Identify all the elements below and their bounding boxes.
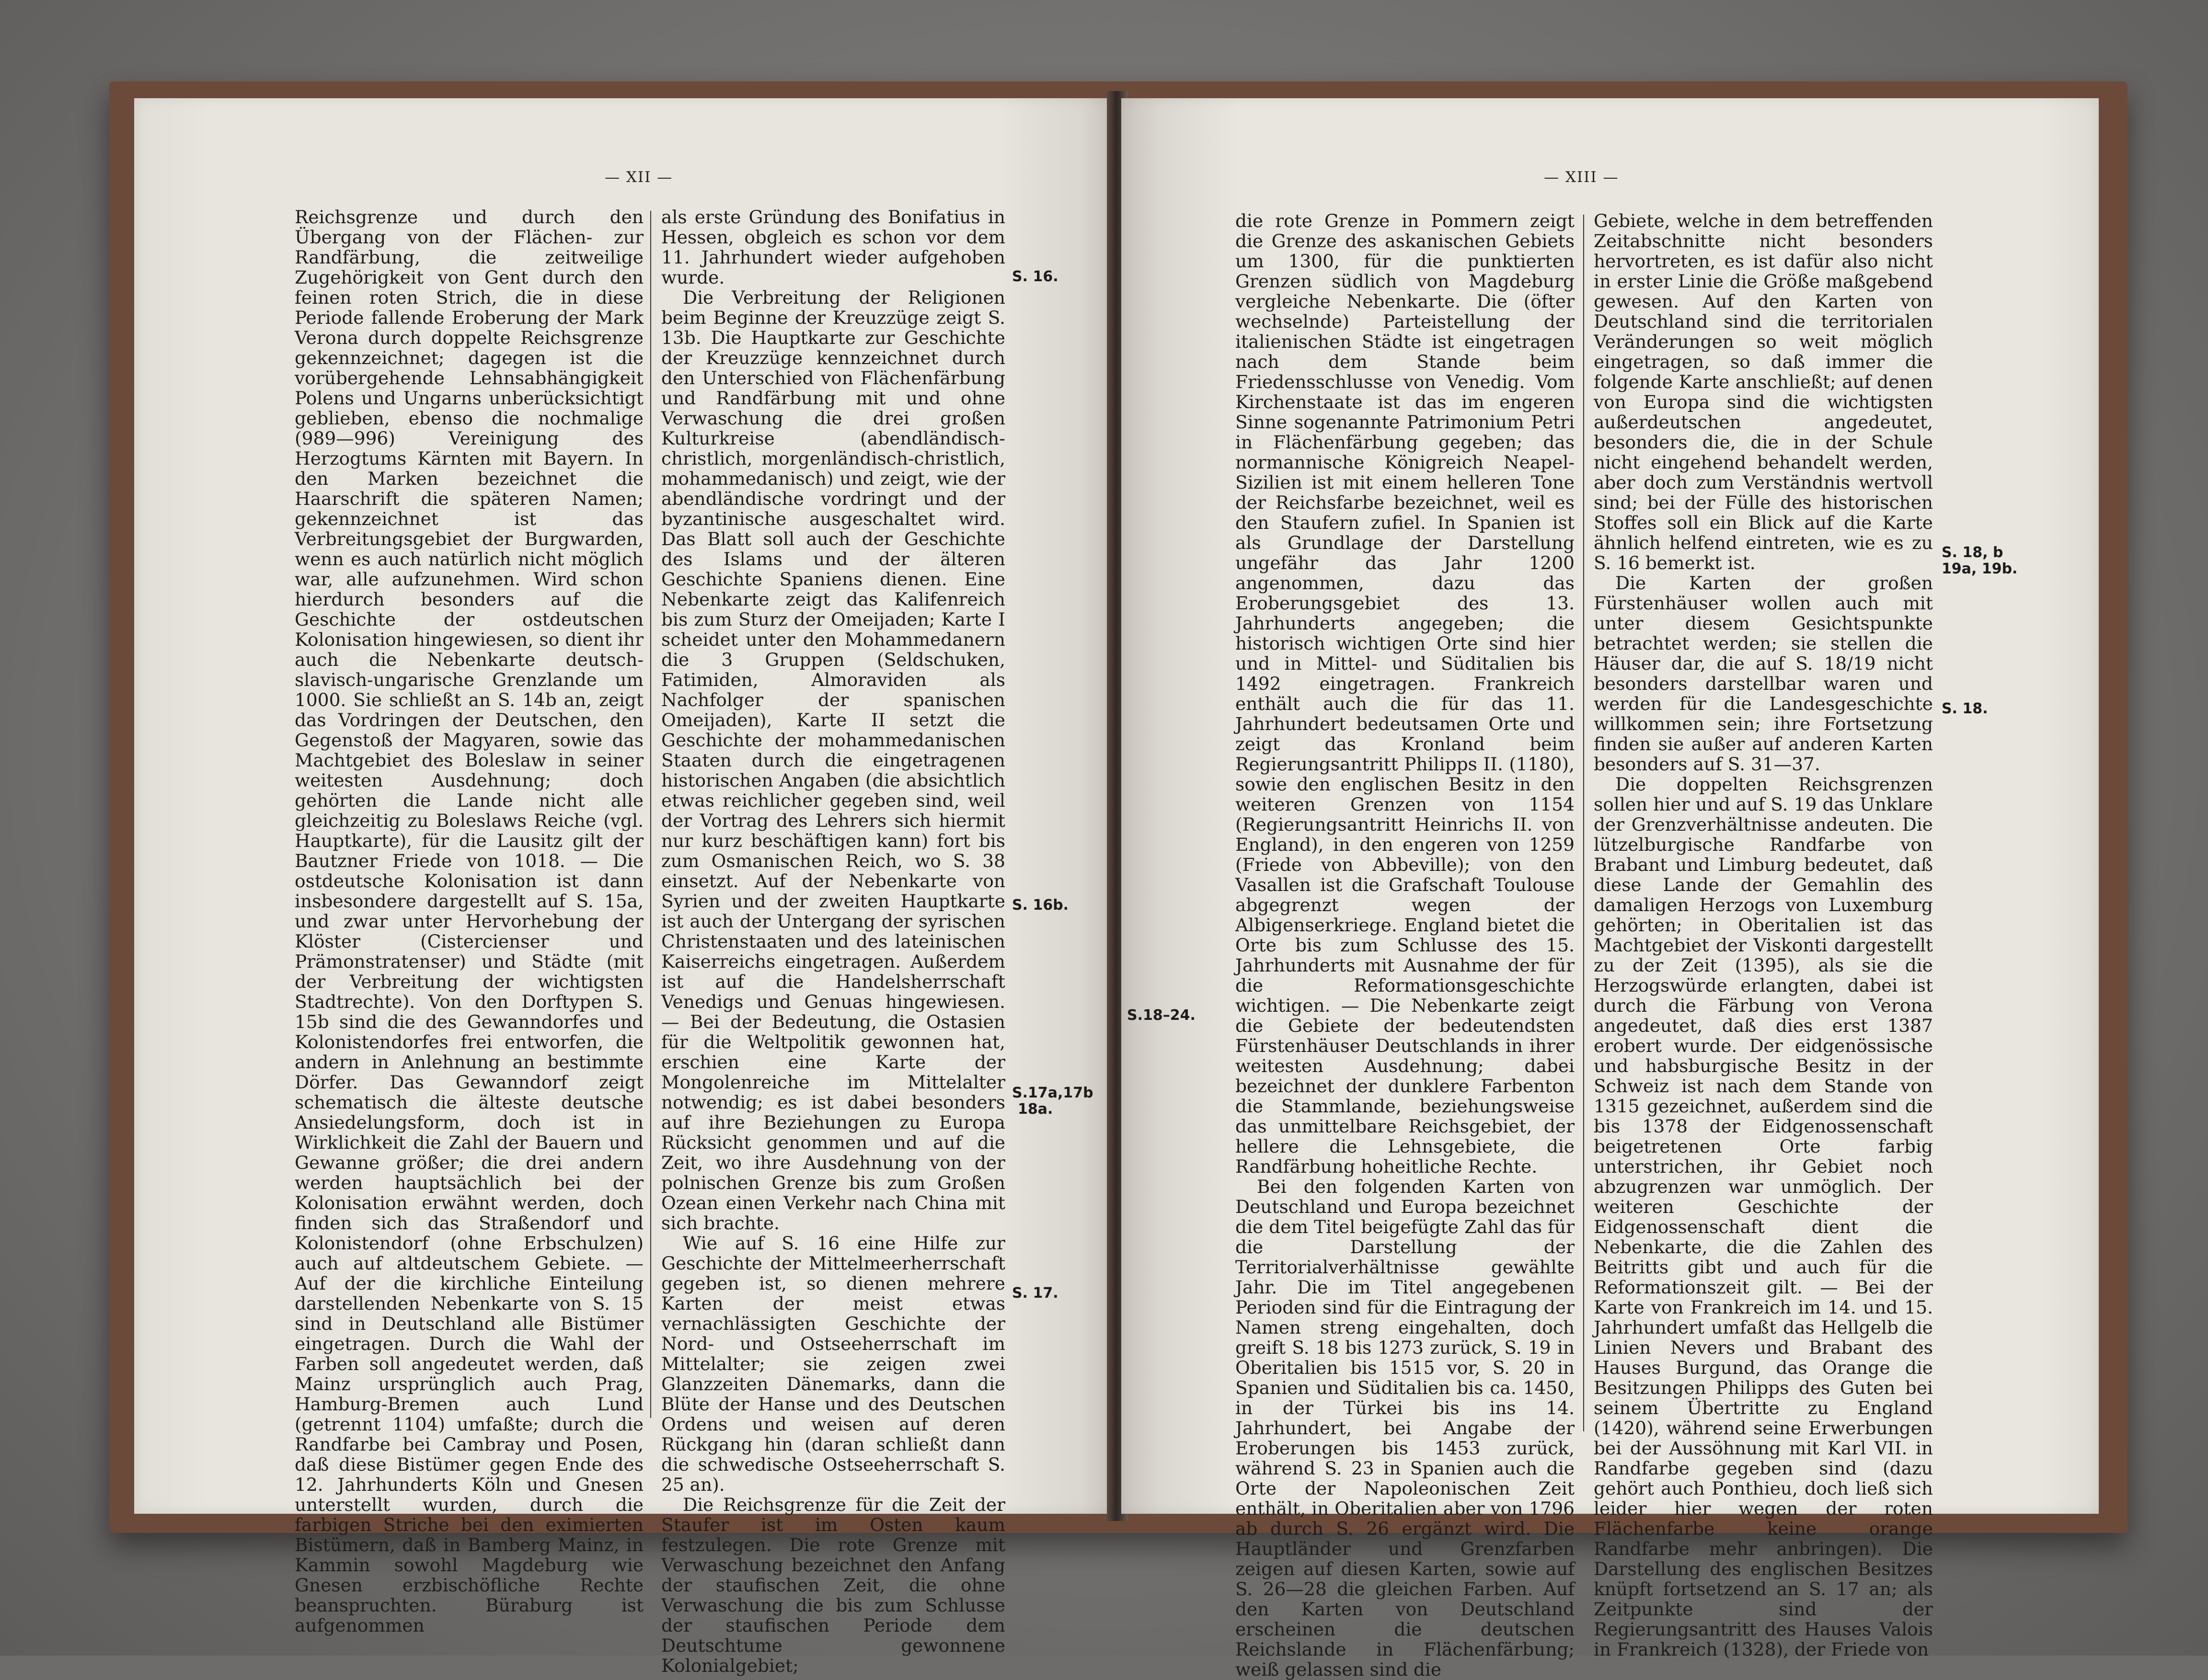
right-page-column-1	[1235, 211, 1575, 1680]
paragraph: Wie auf S. 16 eine Hilfe zur Geschichte der Mittelmeerherrschaft gegeben ist, so dienen mehrere Karten der meist etwas vernachlässigten Geschichte der Nord- und Ostseeherrschaft im Mittelalter; sie zeigen zwei Glanzzeiten Dänemarks, dann die Blüte der Hanse und des Deutschen Ordens und weisen auf deren Rückgang hin (daran schließt dann die schwedische Ostseeherrschaft S. 25 an).	[661, 1233, 1005, 1495]
margin-reference: S. 18, b	[1942, 544, 2003, 561]
paragraph: Die Reichsgrenze für die Zeit der Staufer ist im Osten kaum festzulegen. Die rote Grenze mit Verwaschung bezeichnet den Anfang der staufischen Zeit, die ohne Verwaschung die bis zum Schlusse der staufischen Periode dem Deutschtume gewonnene Kolonialgebiet;	[661, 1494, 1005, 1676]
margin-reference: 18a.	[1018, 1101, 1053, 1118]
paragraph: die rote Grenze in Pommern zeigt die Grenze des askanischen Gebiets um 1300, für die punktierten Grenzen südlich von Magdeburg vergleiche Nebenkarte. Die (öfter wechselnde) Parteistellung der italienischen Städte ist eingetragen nach dem Stande beim Friedensschlusse von Venedig. Vom Kirchenstaate ist das im engeren Sinne sogenannte Patrimonium Petri in Flächenfärbung gegeben; das normannische Königreich Neapel-Sizilien ist mit einem helleren Tone der Reichsfarbe bezeichnet, weil es den Staufern zufiel. In Spanien ist als Grundlage der Darstellung ungefähr das Jahr 1200 angenommen, dazu das Eroberungsgebiet des 13. Jahrhunderts angegeben; die historisch wichtigen Orte sind hier und in Mittel- und Süditalien bis 1492 eingetragen. Frankreich enthält auch die für das 11. Jahrhundert bedeutsamen Orte und zeigt das Kronland beim Regierungsantritt Philipps II. (1180), sowie den englischen Besitz in den weiteren Grenzen von 1154 (Regierungsantritt Heinrichs II. von England), in den engeren von 1259 (Friede von Abbeville); von den Vasallen ist die Grafschaft Toulouse abgegrenzt wegen der Albigenserkriege. England bietet die Orte bis zum Schlusse des 15. Jahrhunderts mit Ausnahme der für die Reformationsgeschichte wichtigen. — Die Nebenkarte zeigt die Gebiete der bedeutendsten Fürstenhäuser Deutschlands in ihrer weitesten Ausdehnung; dabei bezeichnet der dunklere Farbenton die Stammlande, beziehungsweise das unmittelbare Reichsgebiet, der hellere die Lehnsgebiete, die Randfärbung hoheitliche Rechte.	[1235, 210, 1575, 1177]
margin-reference: S. 16.	[1012, 268, 1058, 285]
margin-reference: 19a, 19b.	[1942, 560, 2018, 577]
paragraph: Die doppelten Reichsgrenzen sollen hier und auf S. 19 das Unklare der Grenzverhältnisse andeuten. Die lützelburgische Randfarbe von Brabant und Limburg bedeutet, daß diese Lande der Gemahlin des damaligen Herzogs von Luxemburg gehörten; in Oberitalien ist das Machtgebiet der Viskonti dargestellt zu der Zeit (1395), als sie die Herzogswürde erlangten, dabei ist durch die Färbung von Verona angedeutet, daß dies erst 1387 erobert wurde. Der eidgenössische und habsburgische Besitz in der Schweiz ist nach dem Stande von 1315 gezeichnet, außerdem sind die bis 1378 der Eidgenossenschaft beigetretenen Orte farbig unterstrichen, ihr Gebiet noch abzugrenzen war unmöglich. Der weiteren Geschichte der Eidgenossenschaft dient die Nebenkarte, die die Zahlen des Beitritts gibt und auch für die Reformationszeit gilt. — Bei der Karte von Frankreich im 14. und 15. Jahrhundert umfaßt das Hellgelb die Linien Nevers und Brabant des Hauses Burgund, das Orange die Besitzungen Philipps des Guten bei seinem Übertritte zu England (1420), während seine Erwerbungen bei der Aussöhnung mit Karl VII. in Randfarbe gegeben sind (dazu gehört auch Ponthieu, doch ließ sich leider hier wegen der roten Flächenfarbe keine orange Randfarbe mehr anbringen). Die Darstellung des englischen Besitzes knüpft fortsetzend an S. 17 an; als Zeitpunkte sind der Regierungsantritt des Hauses Valois in Frankreich (1328), der Friede von	[1594, 774, 1933, 1660]
left-page-column-1	[295, 207, 644, 1635]
paragraph: als erste Gründung des Bonifatius in Hessen, obgleich es schon vor dem 11. Jahrhundert wieder aufgehoben wurde.	[661, 206, 1005, 288]
right-page-column-2	[1594, 211, 1933, 1659]
margin-reference: S. 17.	[1012, 1285, 1058, 1302]
margin-reference: S. 16b.	[1012, 897, 1069, 914]
right-page-number: — XIII —	[1544, 169, 1619, 186]
paragraph: Reichsgrenze und durch den Übergang von der Flächen- zur Randfärbung, die zeitweilige Zugehörigkeit von Gent durch den feinen roten Strich, die in diese Periode fallende Eroberung der Mark Verona durch doppelte Reichsgrenze gekennzeichnet; dagegen ist die vorübergehende Lehnsabhängigkeit Polens und Ungarns unberücksichtigt geblieben, ebenso die nochmalige (989—996) Vereinigung des Herzogtums Kärnten mit Bayern. In den Marken bezeichnet die Haarschrift die späteren Namen; gekennzeichnet ist das Verbreitungsgebiet der Burgwarden, wenn es auch natürlich nicht möglich war, alle aufzunehmen. Wird schon hierdurch besonders auf die Geschichte der ostdeutschen Kolonisation hingewiesen, so dient ihr auch die Nebenkarte deutsch-slavisch-ungarische Grenzlande um 1000. Sie schließt an S. 14b an, zeigt das Vordringen der Deutschen, den Gegenstoß der Magyaren, sowie das Machtgebiet des Boleslaw in seiner weitesten Ausdehnung; doch gehörten die Lande nicht alle gleichzeitig zu Boleslaws Reiche (vgl. Hauptkarte), für die Lausitz gilt der Bautzner Friede von 1018. — Die ostdeutsche Kolonisation ist dann insbesondere dargestellt auf S. 15a, und zwar unter Hervorhebung der Klöster (Cistercienser und Prämonstratenser) und Städte (mit der Verbreitung der wichtigsten Stadtrechte). Von den Dorftypen S. 15b sind die des Gewanndorfes und Kolonistendorfes frei entworfen, die andern in Anlehnung an bestimmte Dörfer. Das Gewanndorf zeigt schematisch die älteste deutsche Ansiedelungsform, doch ist in Wirklichkeit die Zahl der Bauern und Gewanne größer; die drei andern werden hauptsächlich bei der Kolonisation erwähnt werden, doch finden sich das Straßendorf und Kolonistendorf (ohne Erbschulzen) auch auf altdeutschem Gebiete. — Auf der die kirchliche Einteilung darstellenden Nebenkarte von S. 15 sind in Deutschland alle Bistümer eingetragen. Durch die Wahl der Farben soll angedeutet werden, daß Mainz ursprünglich auch Prag, Hamburg-Bremen auch Lund (getrennt 1104) umfaßte; durch die Randfarbe bei Cambray und Posen, daß diese Bistümer gegen Ende des 12. Jahrhunderts Köln und Gnesen unterstellt wurden, durch die farbigen Striche bei den eximierten Bistümern, daß in Bamberg Mainz, in Kammin sowohl Magdeburg wie Gnesen erzbischöfliche Rechte beanspruchten. Büraburg ist aufgenommen	[295, 206, 644, 1636]
left-page-number: — XII —	[605, 169, 673, 186]
margin-reference: S.18–24.	[1127, 1007, 1196, 1024]
paragraph: Die Verbreitung der Religionen beim Beginne der Kreuzzüge zeigt S. 13b. Die Hauptkarte zur Geschichte der Kreuzzüge kennzeichnet durch den Unterschied von Flächenfärbung und Randfärbung mit und ohne Verwaschung die drei großen Kulturkreise (abendländisch-christlich, morgenländisch-christlich, mohammedanisch) und zeigt, wie der abendländische vordringt und der byzantinische ausgeschaltet wird. Das Blatt soll auch der Geschichte des Islams und der älteren Geschichte Spaniens dienen. Eine Nebenkarte zeigt das Kalifenreich bis zum Sturz der Omeijaden; Karte I scheidet unter den Mohammedanern die 3 Gruppen (Seldschuken, Fatimiden, Almoraviden als Nachfolger der spanischen Omeijaden), Karte II setzt die Geschichte der mohammedanischen Staaten durch die eingetragenen historischen Angaben (die absichtlich etwas reichlicher gegeben sind, weil der Vortrag des Lehrers sich hiermit nur kurz beschäftigen kann) fort bis zum Osmanischen Reich, wo S. 38 einsetzt. Auf der Nebenkarte von Syrien und der zweiten Hauptkarte ist auch der Untergang der syrischen Christenstaaten und des lateinischen Kaiserreichs eingetragen. Außerdem ist auf die Handelsherrschaft Venedigs und Genuas hingewiesen. — Bei der Bedeutung, die Ostasien für die Weltpolitik gewonnen hat, erschien eine Karte der Mongolenreiche im Mittelalter notwendig; es ist dabei besonders auf ihre Beziehungen zu Europa Rücksicht genommen und auf die Zeit, wo ihre Ausdehnung von der polnischen Grenze bis zum Großen Ozean einen Verkehr nach China mit sich brachte.	[661, 287, 1005, 1234]
margin-reference: S. 18.	[1942, 700, 1988, 717]
column-rule	[1583, 215, 1584, 1431]
margin-reference: S.17a,17b	[1012, 1085, 1093, 1101]
column-rule	[650, 211, 651, 1418]
paragraph: Gebiete, welche in dem betreffenden Zeitabschnitte nicht besonders hervortreten, es ist dafür also nicht in erster Linie die Größe maßgebend gewesen. Auf den Karten von Deutschland sind die territorialen Veränderungen so weit möglich eingetragen, so daß immer die folgende Karte anschließt; auf denen von Europa sind die wichtigsten außerdeutschen angedeutet, besonders die, die in der Schule nicht eingehend behandelt werden, aber doch zum Verständnis wertvoll sind; bei der Fülle des historischen Stoffes soll ein Blick auf die Karte ähnlich helfend eintreten, wie es zu S. 16 bemerkt ist.	[1594, 210, 1933, 573]
paragraph: Bei den folgenden Karten von Deutschland und Europa bezeichnet die dem Titel beigefügte Zahl das für die Darstellung der Territorialverhältnisse gewählte Jahr. Die im Titel angegebenen Perioden sind für die Eintragung der Namen streng eingehalten, doch greift S. 18 bis 1273 zurück, S. 19 in Oberitalien bis 1515 vor, S. 20 in Spanien und Süditalien bis ca. 1450, in der Türkei bis ins 14. Jahrhundert, bei Angabe der Eroberungen bis 1453 zurück, während S. 23 in Spanien auch die Orte der Napoleonischen Zeit enthält, in Oberitalien aber von 1796 ab durch S. 26 ergänzt wird. Die Hauptländer und Grenzfarben zeigen auf diesen Karten, sowie auf S. 26—28 die gleichen Farben. Auf den Karten von Deutschland erscheinen die deutschen Reichslande in Flächenfärbung; weiß gelassen sind die	[1235, 1176, 1575, 1680]
left-page-column-2	[661, 207, 1005, 1676]
paragraph: Die Karten der großen Fürstenhäuser wollen auch mit unter diesem Gesichtspunkte betrachtet werden; sie stellen die Häuser dar, die auf S. 18/19 nicht besonders darstellbar waren und werden für die Landesgeschichte willkommen sein; ihre Fortsetzung finden sie außer auf anderen Karten besonders auf S. 31—37.	[1594, 572, 1933, 775]
